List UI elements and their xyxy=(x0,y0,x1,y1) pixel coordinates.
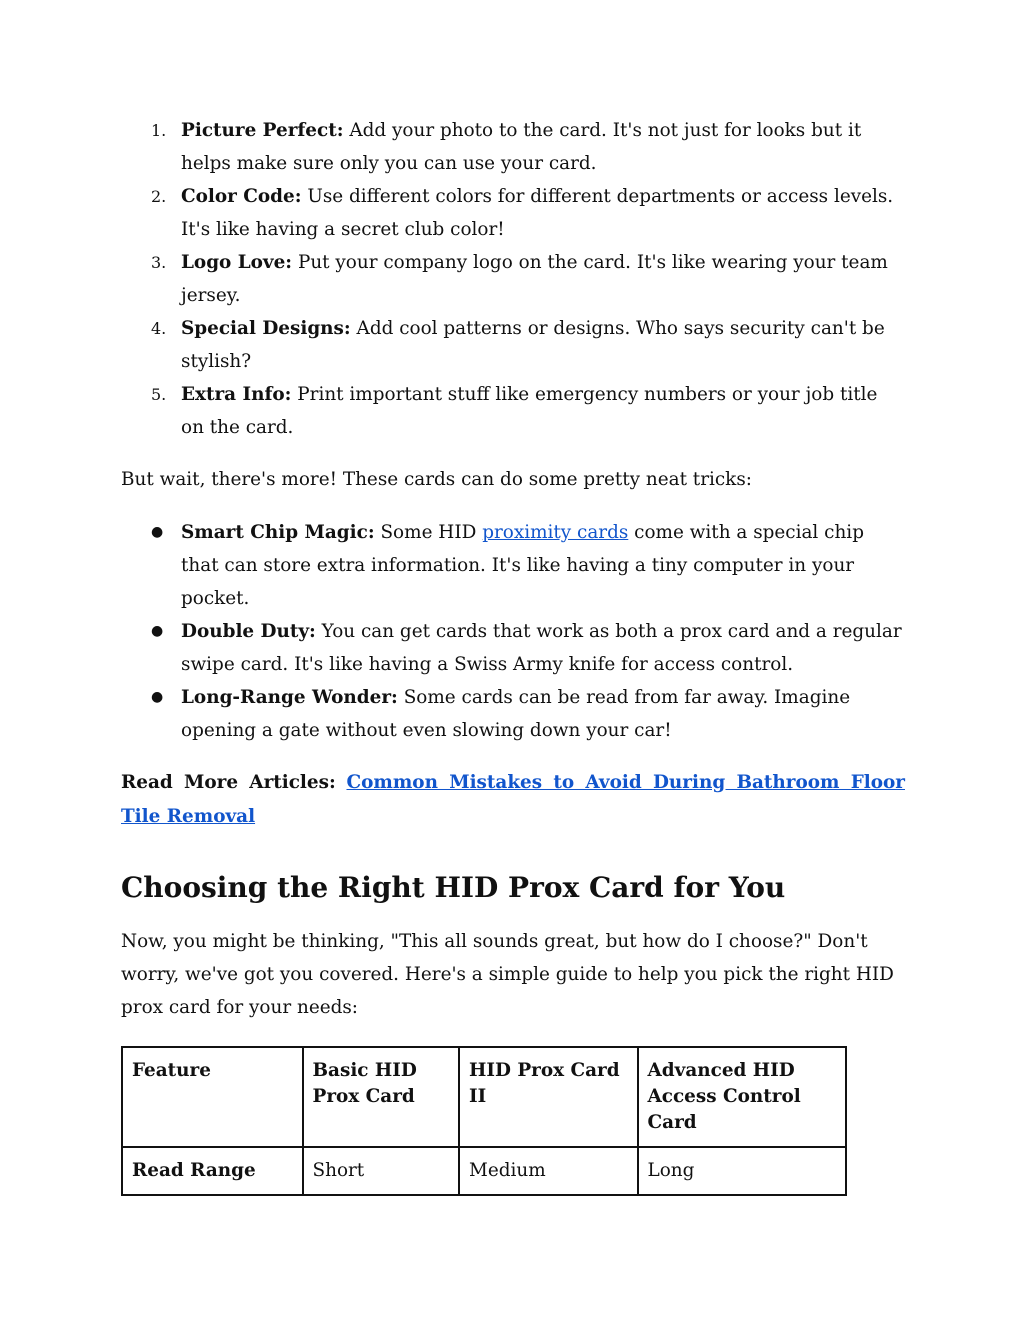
table-header-cell: Feature xyxy=(122,1047,303,1147)
read-more-label: Read More Articles: xyxy=(121,772,336,793)
feature-title: Special Designs: xyxy=(181,318,351,339)
trick-text: come with a special chip that can store extra information. It's like having a tiny computer in your pocket. xyxy=(181,522,864,609)
list-number: 5. xyxy=(151,385,167,404)
table-row xyxy=(122,1147,846,1195)
trick-title: Long-Range Wonder: xyxy=(181,687,398,708)
trick-title: Double Duty: xyxy=(181,621,316,642)
list-number: 2. xyxy=(151,187,167,206)
list-item xyxy=(121,681,905,747)
comparison-table xyxy=(121,1046,847,1196)
list-item xyxy=(121,516,905,615)
trick-text: You can get cards that work as both a prox card and a regular swipe card. It's like having a Swiss Army knife for access control. xyxy=(181,621,902,675)
feature-text: Add your photo to the card. It's not just for looks but it helps make sure only you can use your card. xyxy=(181,120,862,174)
trick-text: Some HID xyxy=(374,522,483,543)
feature-text: Put your company logo on the card. It's like wearing your team jersey. xyxy=(181,252,888,306)
read-more-paragraph xyxy=(121,766,905,834)
table-cell: Long xyxy=(638,1147,846,1195)
feature-title: Picture Perfect: xyxy=(181,120,344,141)
list-number: 1. xyxy=(151,121,167,140)
table-row-header: Read Range xyxy=(122,1147,303,1195)
bullet-icon: ● xyxy=(151,689,164,705)
list-item xyxy=(121,378,905,444)
table-cell: Medium xyxy=(459,1147,638,1195)
feature-text: Add cool patterns or designs. Who says security can't be stylish? xyxy=(181,318,885,372)
feature-text: Print important stuff like emergency numbers or your job title on the card. xyxy=(181,384,878,438)
bullet-icon: ● xyxy=(151,524,164,540)
table-header-cell: HID Prox Card II xyxy=(459,1047,638,1147)
section-heading: Choosing the Right HID Prox Card for You xyxy=(121,871,786,904)
list-item xyxy=(121,246,905,312)
proximity-cards-link[interactable]: proximity cards xyxy=(482,522,629,543)
table-header-row xyxy=(122,1047,846,1147)
table-cell: Short xyxy=(303,1147,460,1195)
features-list xyxy=(121,114,905,444)
document-content xyxy=(121,114,905,1196)
trick-title: Smart Chip Magic: xyxy=(181,522,375,543)
list-item xyxy=(121,615,905,681)
feature-text: Use different colors for different departments or access levels. It's like having a secret club color! xyxy=(181,186,894,240)
feature-title: Color Code: xyxy=(181,186,302,207)
table-header-cell: Advanced HID Access Control Card xyxy=(638,1047,846,1147)
intro-paragraph: But wait, there's more! These cards can do some pretty neat tricks: xyxy=(121,469,752,490)
list-item xyxy=(121,312,905,378)
table-header-cell: Basic HID Prox Card xyxy=(303,1047,460,1147)
list-number: 4. xyxy=(151,319,167,338)
trick-text: Some cards can be read from far away. Imagine opening a gate without even slowing down your car! xyxy=(181,687,851,741)
feature-title: Logo Love: xyxy=(181,252,293,273)
tricks-list xyxy=(121,516,905,747)
feature-title: Extra Info: xyxy=(181,384,292,405)
read-more-link-text: Common Mistakes to Avoid During Bathroom Floor Tile Removal xyxy=(121,772,905,827)
bullet-icon: ● xyxy=(151,623,164,639)
list-item xyxy=(121,114,905,180)
guide-paragraph: Now, you might be thinking, "This all sounds great, but how do I choose?" Don't worry, we've got you covered. Here's a simple guide to help you pick the right HID prox card for your needs: xyxy=(121,931,894,1018)
list-number: 3. xyxy=(151,253,167,272)
list-item xyxy=(121,180,905,246)
